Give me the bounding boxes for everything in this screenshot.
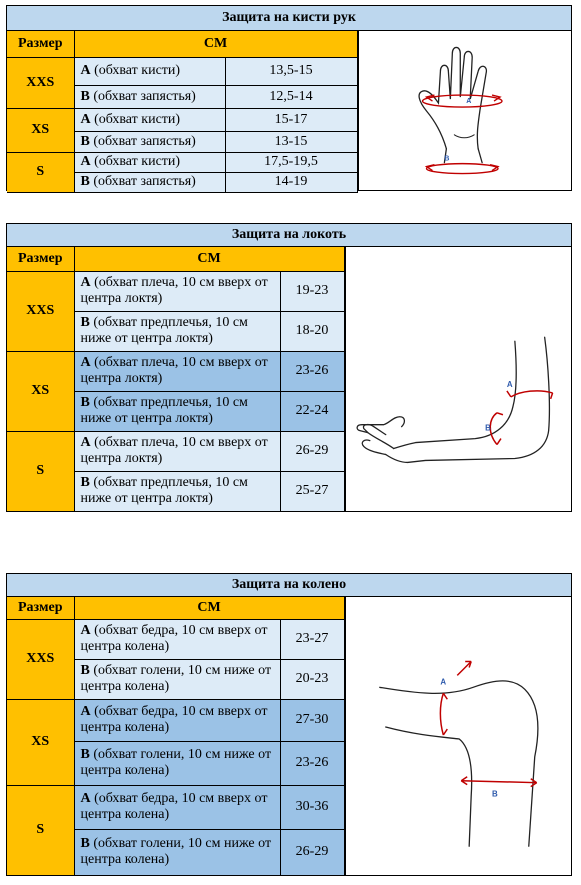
elbow-diagram xyxy=(345,247,571,511)
measure-a-description: A (обхват кисти) xyxy=(74,108,225,131)
knee-section-title: Защита на колено xyxy=(7,574,571,597)
measure-b-description: B (обхват запястья) xyxy=(74,172,225,192)
measure-b-arrow xyxy=(426,164,497,174)
size-column-header: Размер xyxy=(7,31,74,57)
diagram-label-a: A xyxy=(465,98,471,106)
measure-b-description: B (обхват голени, 10 см ниже от центра колена) xyxy=(74,741,280,785)
knee-size-table xyxy=(7,597,345,876)
measure-a-value: 19-23 xyxy=(280,271,344,311)
measure-b-value: 14-19 xyxy=(225,172,357,192)
measure-a-value: 17,5-19,5 xyxy=(225,152,357,172)
measure-a-value: 30-36 xyxy=(280,785,344,829)
measure-b-description: B (обхват голени, 10 см ниже от центра колена) xyxy=(74,659,280,699)
measure-b-description: B (обхват предплечья, 10 см ниже от центра локтя) xyxy=(74,391,280,431)
diagram-label-a: A xyxy=(439,677,446,687)
knee-size-section xyxy=(6,573,572,876)
hand-diagram xyxy=(358,31,571,190)
elbow-section-title: Защита на локоть xyxy=(7,224,571,247)
measure-a-value: 23-26 xyxy=(280,351,344,391)
measure-a-description: A (обхват бедра, 10 см вверх от центра колена) xyxy=(74,619,280,659)
measure-b-arrow xyxy=(461,777,536,787)
size-column-header: Размер xyxy=(7,247,74,271)
hand-size-section xyxy=(6,5,572,191)
hand-section-title: Защита на кисти рук xyxy=(7,6,571,31)
measure-b-value: 22-24 xyxy=(280,391,344,431)
cm-column-header: СМ xyxy=(74,31,357,57)
size-label: S xyxy=(7,152,74,192)
cm-column-header: СМ xyxy=(74,247,344,271)
measure-b-arrow xyxy=(490,413,503,445)
measure-a-value: 27-30 xyxy=(280,699,344,741)
size-label: XXS xyxy=(7,619,74,699)
measure-a-description: A (обхват кисти) xyxy=(74,152,225,172)
measure-b-description: B (обхват предплечья, 10 см ниже от центра локтя) xyxy=(74,311,280,351)
measure-b-value: 18-20 xyxy=(280,311,344,351)
hand-illustration xyxy=(359,31,571,190)
measure-a-value: 26-29 xyxy=(280,431,344,471)
elbow-size-section xyxy=(6,223,572,512)
size-column-header: Размер xyxy=(7,597,74,619)
measure-b-value: 26-29 xyxy=(280,829,344,875)
size-label: S xyxy=(7,785,74,875)
measure-b-value: 25-27 xyxy=(280,471,344,511)
size-label: XS xyxy=(7,351,74,431)
size-label: XXS xyxy=(7,57,74,108)
elbow-size-table xyxy=(7,247,345,512)
size-label: S xyxy=(7,431,74,511)
measure-a-description: A (обхват плеча, 10 см вверх от центра локтя) xyxy=(74,351,280,391)
hand-size-table xyxy=(7,31,358,193)
measure-a-description: A (обхват бедра, 10 см вверх от центра колена) xyxy=(74,699,280,741)
measure-a-value: 23-27 xyxy=(280,619,344,659)
measure-b-value: 12,5-14 xyxy=(225,85,357,108)
size-label: XXS xyxy=(7,271,74,351)
size-label: XS xyxy=(7,108,74,152)
measure-a-value: 15-17 xyxy=(225,108,357,131)
cm-column-header: СМ xyxy=(74,597,344,619)
measure-b-value: 13-15 xyxy=(225,131,357,152)
diagram-label-b: B xyxy=(484,423,491,433)
measure-b-description: B (обхват голени, 10 см ниже от центра колена) xyxy=(74,829,280,875)
measure-b-description: B (обхват запястья) xyxy=(74,131,225,152)
knee-diagram xyxy=(345,597,571,875)
measure-a-arrow xyxy=(422,95,501,107)
elbow-illustration xyxy=(346,247,571,511)
diagram-label-b: B xyxy=(443,155,449,163)
knee-illustration xyxy=(346,597,571,875)
measure-a-description: A (обхват кисти) xyxy=(74,57,225,85)
diagram-label-a: A xyxy=(506,379,513,389)
measure-a-arrow xyxy=(506,391,552,399)
measure-a-description: A (обхват бедра, 10 см вверх от центра колена) xyxy=(74,785,280,829)
measure-a-description: A (обхват плеча, 10 см вверх от центра локтя) xyxy=(74,271,280,311)
diagram-label-b: B xyxy=(491,789,498,799)
measure-a-value: 13,5-15 xyxy=(225,57,357,85)
measure-a-description: A (обхват плеча, 10 см вверх от центра локтя) xyxy=(74,431,280,471)
measure-a-arrow xyxy=(440,662,471,736)
measure-b-value: 23-26 xyxy=(280,741,344,785)
size-label: XS xyxy=(7,699,74,785)
measure-b-value: 20-23 xyxy=(280,659,344,699)
measure-b-description: B (обхват запястья) xyxy=(74,85,225,108)
measure-b-description: B (обхват предплечья, 10 см ниже от центра локтя) xyxy=(74,471,280,511)
